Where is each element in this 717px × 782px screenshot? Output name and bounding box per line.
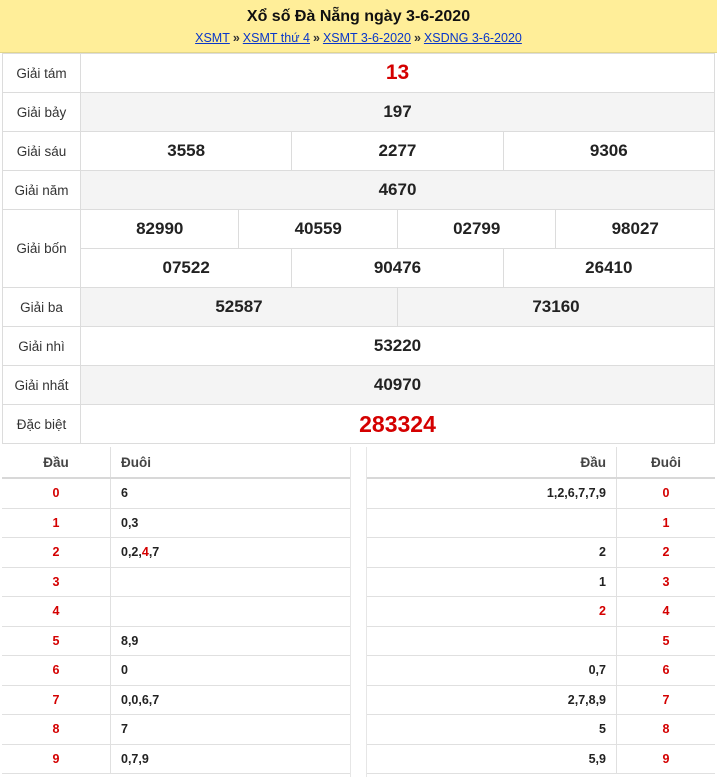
breadcrumb-link-xsmt-thu4[interactable]: XSMT thứ 4 xyxy=(242,31,310,45)
head-digit: 8 xyxy=(2,715,111,745)
tail-values: 0,0,6,7 xyxy=(111,685,351,715)
tail-values-part: ,7 xyxy=(148,545,160,560)
head-digit: 7 xyxy=(2,685,111,715)
table-row xyxy=(367,508,715,538)
tail-values: 6 xyxy=(111,478,351,508)
prize-value: 9306 xyxy=(503,132,714,171)
table-row xyxy=(367,685,715,715)
head-values: 5 xyxy=(367,715,617,745)
prize-row-g4-a xyxy=(3,210,715,249)
head-values: 5,9 xyxy=(367,744,617,774)
prize-value: 40559 xyxy=(239,210,397,249)
prize-value: 13 xyxy=(81,54,715,93)
prize-value: 02799 xyxy=(397,210,555,249)
column-header-tail: Đuôi xyxy=(617,447,716,478)
tail-table xyxy=(367,447,715,774)
table-row xyxy=(367,715,715,745)
prize-value: 53220 xyxy=(81,327,715,366)
head-values: 0,7 xyxy=(367,656,617,686)
head-values xyxy=(367,626,617,656)
tail-digit: 5 xyxy=(617,626,716,656)
column-header-head: Đầu xyxy=(2,447,111,478)
table-row xyxy=(2,478,350,508)
tail-values xyxy=(111,597,351,627)
tail-values: 0,3 xyxy=(111,508,351,538)
head-digit: 6 xyxy=(2,656,111,686)
tail-values: 0 xyxy=(111,656,351,686)
breadcrumb-separator: » xyxy=(312,31,320,45)
head-values xyxy=(367,508,617,538)
table-row xyxy=(367,538,715,568)
tail-digit: 9 xyxy=(617,744,716,774)
prize-value: 40970 xyxy=(81,366,715,405)
prize-value: 4670 xyxy=(81,171,715,210)
prize-label: Giải sáu xyxy=(3,132,81,171)
tail-digit: 3 xyxy=(617,567,716,597)
prize-label: Đặc biệt xyxy=(3,405,81,444)
table-row xyxy=(2,567,350,597)
prize-value: 73160 xyxy=(397,288,714,327)
breadcrumb xyxy=(0,31,717,45)
prize-label: Giải ba xyxy=(3,288,81,327)
table-row xyxy=(2,656,350,686)
head-digit: 5 xyxy=(2,626,111,656)
page-title: Xổ số Đà Nẵng ngày 3-6-2020 xyxy=(246,8,471,25)
tail-values-part: 0,2, xyxy=(121,545,142,560)
table-row xyxy=(2,597,350,627)
prize-value: 07522 xyxy=(81,249,292,288)
prize-row-g8 xyxy=(3,54,715,93)
special-prize-value: 283324 xyxy=(81,405,715,444)
table-row xyxy=(2,626,350,656)
prize-label: Giải năm xyxy=(3,171,81,210)
prize-row-g5 xyxy=(3,171,715,210)
tail-digit: 2 xyxy=(617,538,716,568)
table-row xyxy=(2,744,350,774)
table-divider xyxy=(350,447,351,777)
head-digit: 4 xyxy=(2,597,111,627)
head-digit: 3 xyxy=(2,567,111,597)
table-row xyxy=(367,744,715,774)
table-row xyxy=(2,508,350,538)
prize-value: 26410 xyxy=(503,249,714,288)
tail-digit: 6 xyxy=(617,656,716,686)
prize-label: Giải bảy xyxy=(3,93,81,132)
prize-row-g3 xyxy=(3,288,715,327)
table-row xyxy=(2,538,350,568)
tail-values: 7 xyxy=(111,715,351,745)
table-row xyxy=(367,656,715,686)
prize-value: 90476 xyxy=(292,249,503,288)
column-header-head: Đầu xyxy=(367,447,617,478)
tail-digit: 4 xyxy=(617,597,716,627)
head-table xyxy=(2,447,350,774)
breadcrumb-separator: » xyxy=(413,31,421,45)
head-table-header xyxy=(2,447,350,478)
prize-row-g2 xyxy=(3,327,715,366)
prize-row-g6 xyxy=(3,132,715,171)
prize-label: Giải nhì xyxy=(3,327,81,366)
tail-values: 0,7,9 xyxy=(111,744,351,774)
prize-label: Giải bốn xyxy=(3,210,81,288)
prize-row-g7 xyxy=(3,93,715,132)
table-row xyxy=(367,626,715,656)
head-digit: 1 xyxy=(2,508,111,538)
breadcrumb-separator: » xyxy=(232,31,240,45)
prize-value: 197 xyxy=(81,93,715,132)
tail-values xyxy=(111,538,351,568)
tail-digit: 0 xyxy=(617,478,716,508)
column-header-tail: Đuôi xyxy=(111,447,351,478)
head-values: 1 xyxy=(367,567,617,597)
head-digit: 9 xyxy=(2,744,111,774)
table-row xyxy=(367,478,715,508)
breadcrumb-link-xsmt[interactable]: XSMT xyxy=(195,31,230,45)
tail-digit: 7 xyxy=(617,685,716,715)
tail-digit: 1 xyxy=(617,508,716,538)
prize-label: Giải nhất xyxy=(3,366,81,405)
prize-value: 2277 xyxy=(292,132,503,171)
table-row xyxy=(367,567,715,597)
head-values: 2 xyxy=(367,538,617,568)
breadcrumb-link-xsmt-date[interactable]: XSMT 3-6-2020 xyxy=(322,31,411,45)
head-values-highlight: 2 xyxy=(367,597,617,627)
results-table xyxy=(2,53,715,444)
prize-row-g1 xyxy=(3,366,715,405)
tail-table-header xyxy=(367,447,715,478)
head-values: 2,7,8,9 xyxy=(367,685,617,715)
table-row xyxy=(2,715,350,745)
prize-label: Giải tám xyxy=(3,54,81,93)
tail-digit: 8 xyxy=(617,715,716,745)
breadcrumb-link-xsdng-date[interactable]: XSDNG 3-6-2020 xyxy=(423,31,522,45)
tail-values xyxy=(111,567,351,597)
prize-row-g4-b xyxy=(3,249,715,288)
prize-value: 3558 xyxy=(81,132,292,171)
head-values: 1,2,6,7,7,9 xyxy=(367,478,617,508)
prize-value: 52587 xyxy=(81,288,398,327)
tail-value-highlight: 4 xyxy=(141,545,149,560)
prize-row-special xyxy=(3,405,715,444)
table-row xyxy=(2,685,350,715)
prize-value: 82990 xyxy=(81,210,239,249)
head-digit: 2 xyxy=(2,538,111,568)
table-row xyxy=(367,597,715,627)
results-header xyxy=(0,0,717,53)
tail-values: 8,9 xyxy=(111,626,351,656)
prize-value: 98027 xyxy=(556,210,715,249)
head-digit: 0 xyxy=(2,478,111,508)
